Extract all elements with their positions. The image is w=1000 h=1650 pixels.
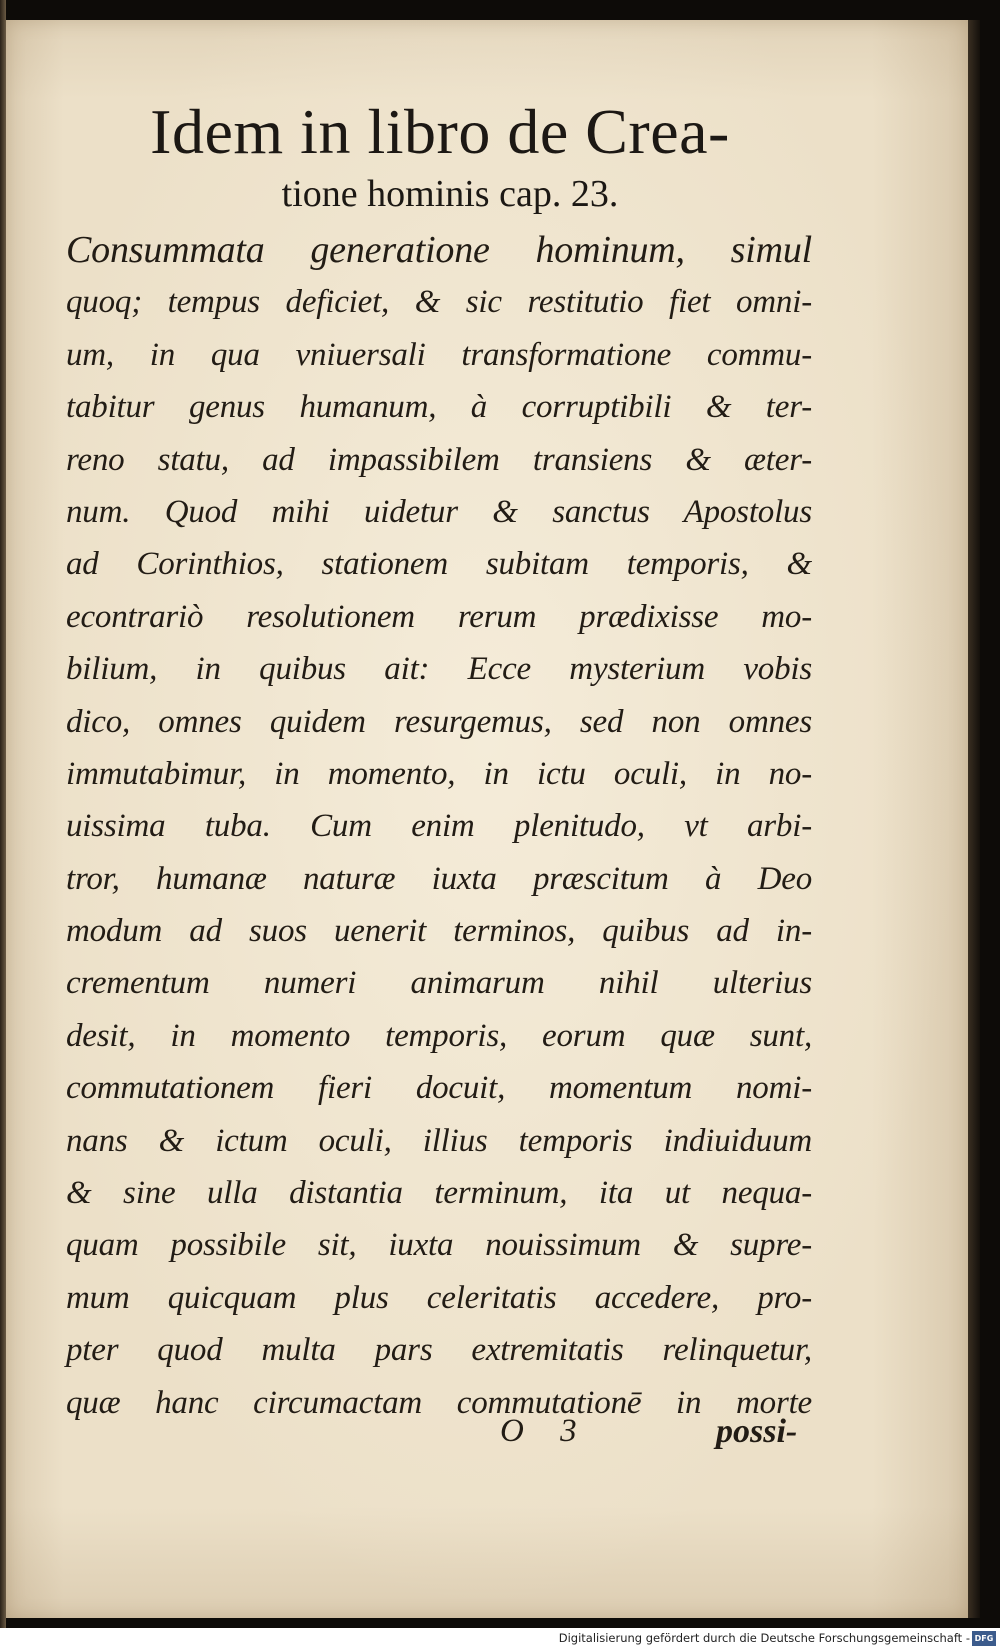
text-line: um, in qua vniuersali transformatione commu-: [66, 336, 812, 373]
body-text: [66, 224, 812, 1429]
text-line: econtrariò resolutionem rerum prædixisse mo-: [66, 598, 812, 635]
dfg-logo-icon: DFG: [972, 1631, 996, 1646]
text-line: quam possibile sit, iuxta nouissimum & supre-: [66, 1227, 812, 1264]
text-line: quæ hanc circumactam commutationē in morte: [66, 1384, 812, 1421]
digitization-credit-bar: [0, 1628, 1000, 1650]
text-line: dico, omnes quidem resurgemus, sed non omnes: [66, 703, 812, 740]
page-heading-line-2: tione hominis cap. 23.: [281, 173, 619, 215]
text-line: & sine ulla distantia terminum, ita ut nequa-: [66, 1175, 812, 1212]
book-page: [6, 20, 968, 1618]
text-line: modum ad suos uenerit terminos, quibus ad in-: [66, 913, 812, 950]
text-line: mum quicquam plus celeritatis accedere, pro-: [66, 1279, 812, 1316]
text-line: uissima tuba. Cum enim plenitudo, vt arbi-: [66, 808, 812, 845]
digitization-credit-text: Digitalisierung gefördert durch die Deutsche Forschungsgemeinschaft -: [558, 1631, 970, 1645]
scan-right-edge: [968, 20, 980, 1618]
text-line: quoq; tempus deficiet, & sic restitutio fiet omni-: [66, 284, 812, 321]
text-line: desit, in momento temporis, eorum quæ sunt,: [66, 1017, 812, 1054]
text-line: tror, humanæ naturæ iuxta præscitum à Deo: [66, 860, 812, 897]
text-line: nans & ictum oculi, illius temporis indiuiduum: [66, 1122, 812, 1159]
text-line: immutabimur, in momento, in ictu oculi, in no-: [66, 755, 812, 792]
text-line: bilium, in quibus ait: Ecce mysterium vobis: [66, 651, 812, 688]
page-heading-line-1: Idem in libro de Crea-: [150, 96, 730, 167]
text-line: tabitur genus humanum, à corruptibili & ter-: [66, 389, 812, 426]
text-line: commutationem fieri docuit, momentum nomi-: [66, 1070, 812, 1107]
text-line: ad Corinthios, stationem subitam temporis, &: [66, 546, 812, 583]
text-line: Consummata generatione hominum, simul: [66, 229, 812, 271]
text-line: num. Quod mihi uidetur & sanctus Apostolus: [66, 493, 812, 530]
text-line: reno statu, ad impassibilem transiens & æter-: [66, 441, 812, 478]
catchword: possi-: [716, 1413, 798, 1450]
text-line: pter quod multa pars extremitatis relinquetur,: [66, 1332, 812, 1369]
text-line: crementum numeri animarum nihil ulterius: [66, 965, 812, 1002]
signature-mark: O 3: [500, 1413, 591, 1449]
